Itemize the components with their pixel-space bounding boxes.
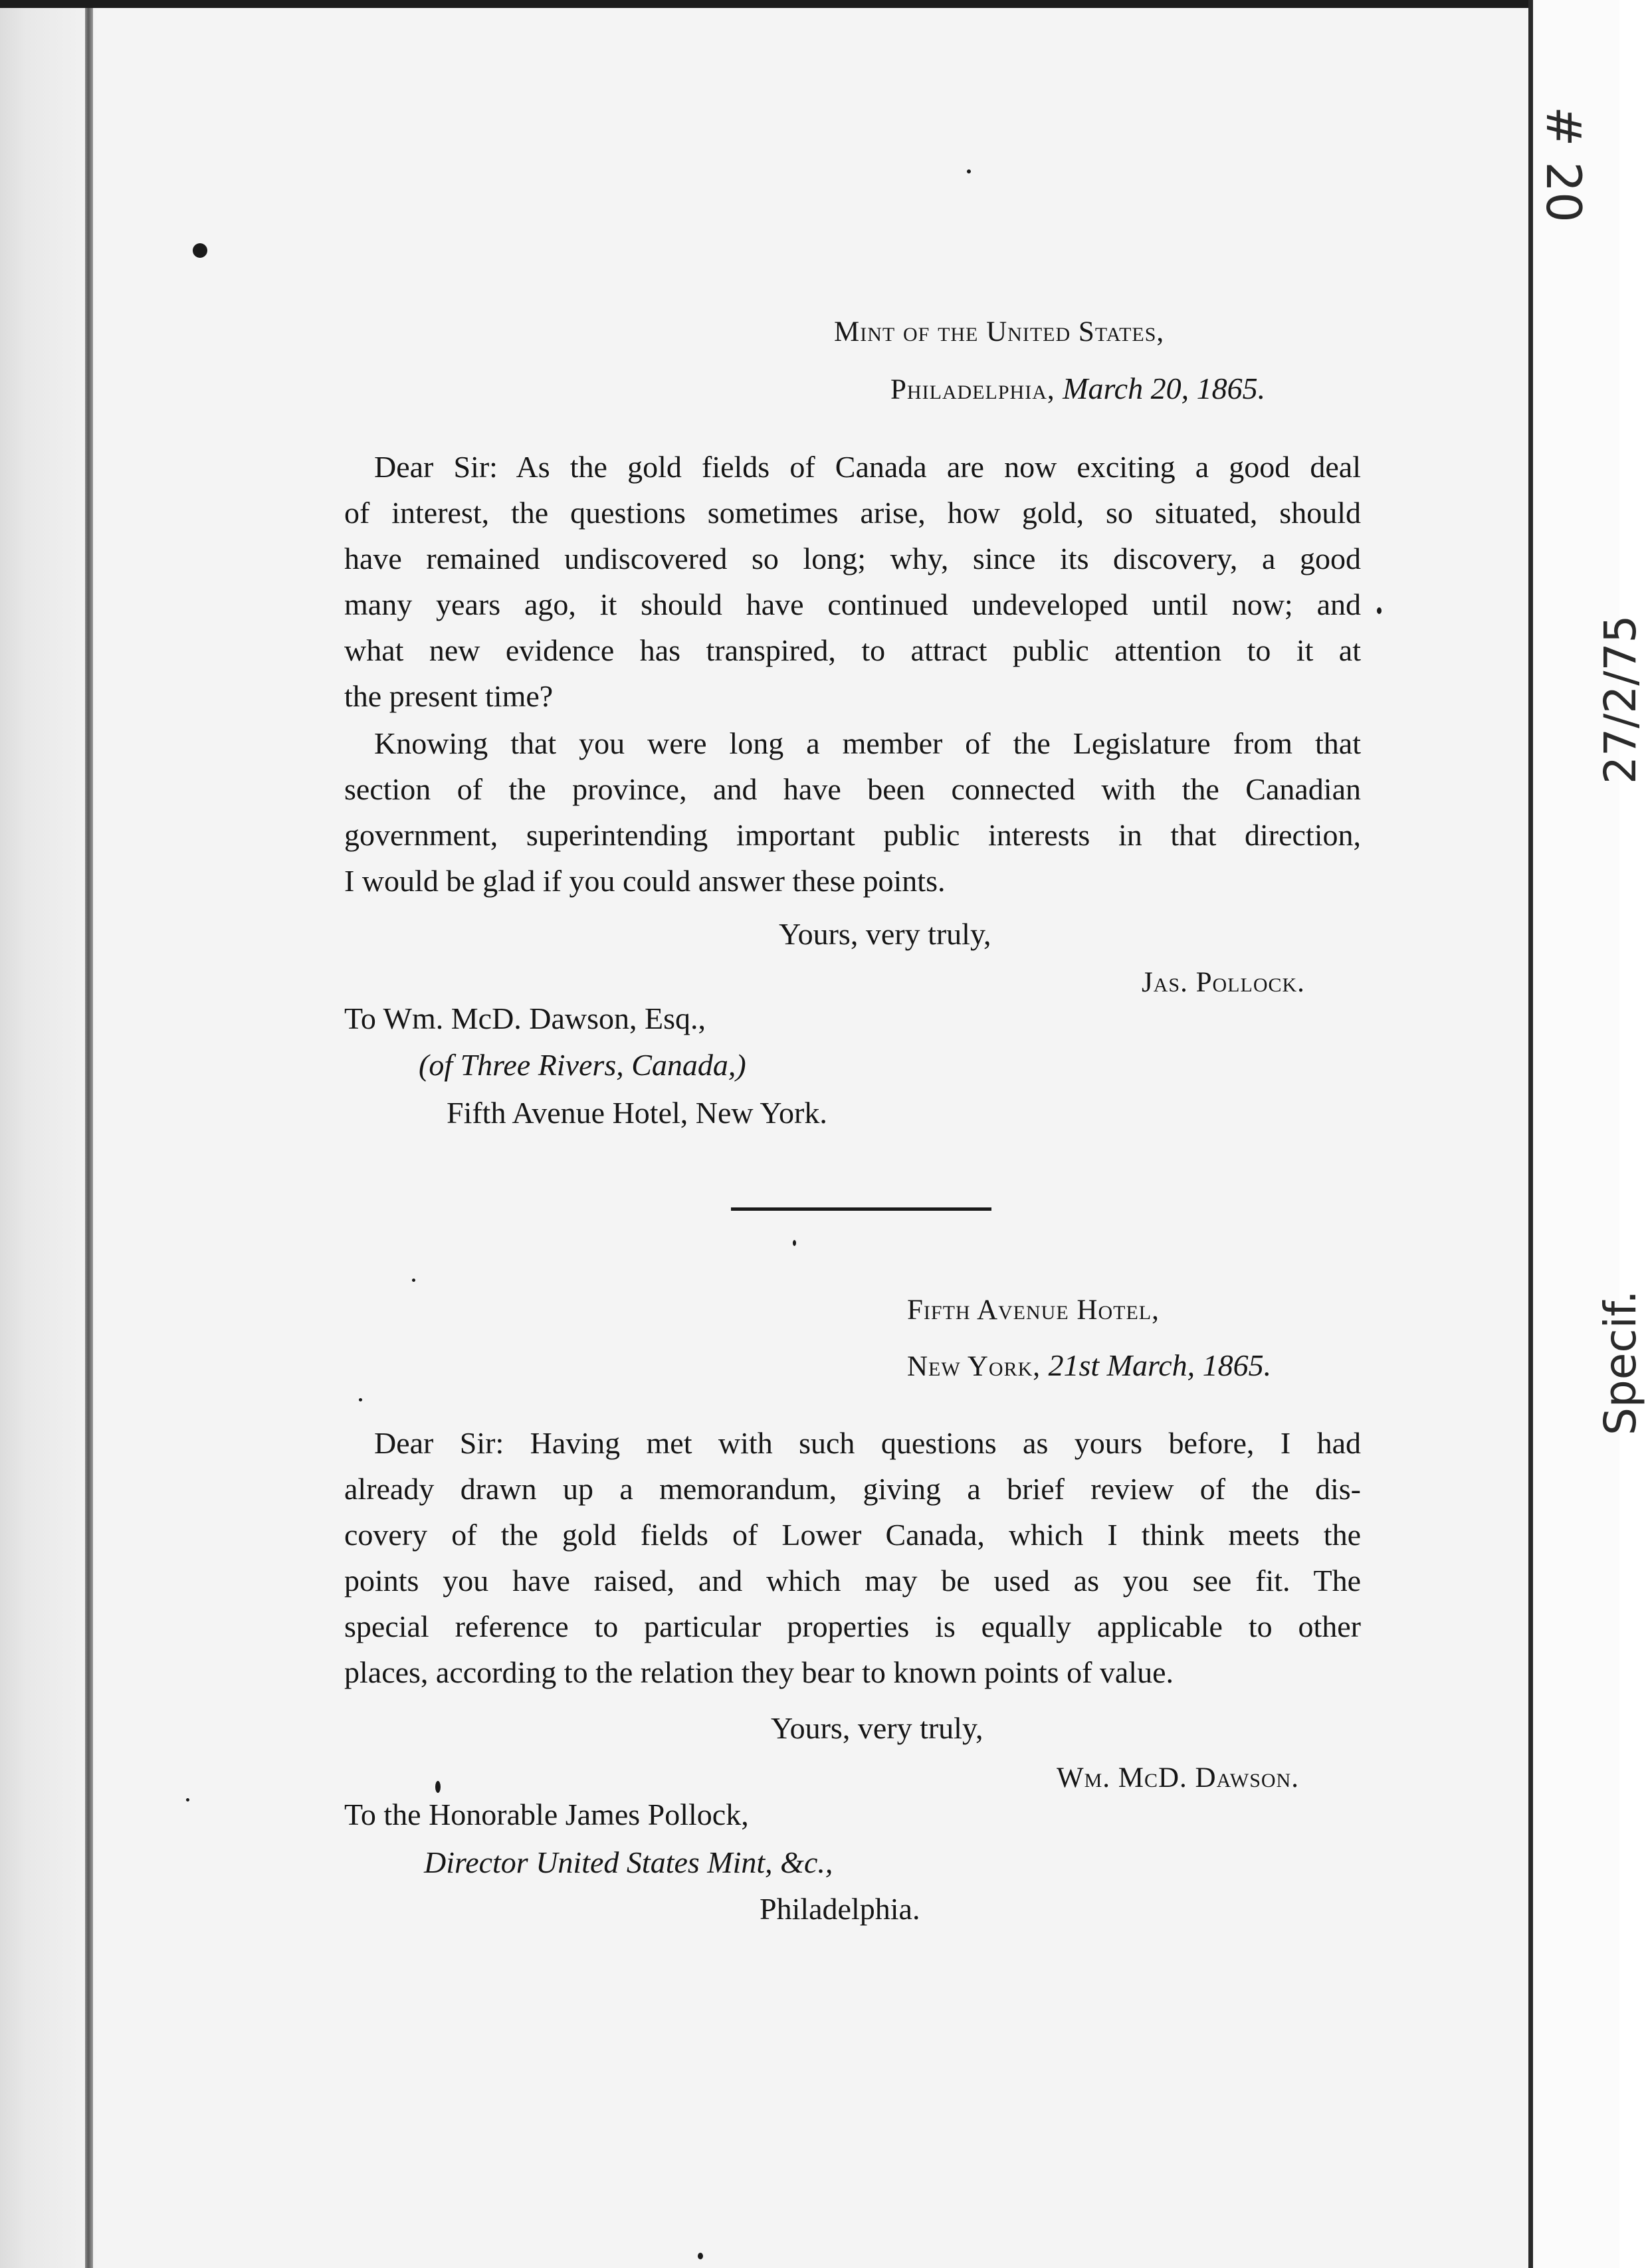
- ink-dot: [435, 1781, 441, 1793]
- ink-dot: [967, 169, 971, 173]
- ink-dot: [793, 1240, 796, 1246]
- letter2-place: Fifth Avenue Hotel,: [907, 1294, 1160, 1326]
- letter1-line: many years ago, it should have continued undeveloped until now; and: [344, 587, 1361, 621]
- letter2-addressee-location: Philadelphia.: [760, 1892, 920, 1926]
- ink-dot: [698, 2253, 703, 2259]
- letter2-line: places, according to the relation they bear to known points of value.: [344, 1655, 1174, 1689]
- letter2-dateline: [907, 1350, 1271, 1381]
- letter2-closing: Yours, very truly,: [771, 1711, 983, 1745]
- margin-note-word: Specif.: [1595, 1290, 1646, 1435]
- letter2-addressee: To the Honorable James Pollock,: [344, 1798, 749, 1831]
- letter1-line: the present time?: [344, 679, 554, 713]
- letter1-date: March 20, 1865.: [1063, 371, 1266, 405]
- letter2-date: 21st March, 1865.: [1048, 1348, 1272, 1382]
- letter1-signature: Jas. Pollock.: [1142, 967, 1305, 998]
- binding-edge: [85, 0, 93, 2268]
- letter1-line: section of the province, and have been connected with the Canadian: [344, 772, 1361, 806]
- letter2-line: covery of the gold fields of Lower Canada, which I think meets the: [344, 1518, 1361, 1552]
- letter1-dateline: [890, 373, 1265, 404]
- letter1-line: I would be glad if you could answer these points.: [344, 864, 946, 898]
- letter2-line: Dear Sir: Having met with such questions as yours before, I had: [374, 1426, 1361, 1460]
- letter1-line: Dear Sir: As the gold fields of Canada are now exciting a good deal: [374, 450, 1361, 484]
- ink-dot: [186, 1798, 189, 1802]
- letter1-addressee-location: Fifth Avenue Hotel, New York.: [447, 1096, 827, 1130]
- ink-dot: [193, 243, 207, 258]
- letter1-place: Philadelphia,: [890, 374, 1055, 405]
- letter1-closing: Yours, very truly,: [779, 917, 991, 951]
- top-border: [0, 0, 1619, 8]
- margin-note-number: # 20: [1536, 106, 1592, 223]
- letter2-signature: Wm. McD. Dawson.: [1057, 1762, 1299, 1794]
- letter2-addressee-title: Director United States Mint, &c.,: [424, 1845, 833, 1879]
- letter1-line: have remained undiscovered so long; why, since its discovery, a good: [344, 542, 1361, 575]
- section-divider: [731, 1207, 991, 1211]
- letter1-line: of interest, the questions sometimes arise, how gold, so situated, should: [344, 496, 1361, 530]
- letter1-addressee: To Wm. McD. Dawson, Esq.,: [344, 1001, 706, 1035]
- margin-note-date: 27/2/75: [1595, 615, 1646, 784]
- letter2-line: special reference to particular properties is equally applicable to other: [344, 1609, 1361, 1643]
- letter1-addressee-detail: (of Three Rivers, Canada,): [419, 1048, 746, 1082]
- ink-dot: [359, 1398, 362, 1401]
- ink-dot: [1377, 607, 1382, 614]
- letter1-line: government, superintending important public interests in that direction,: [344, 818, 1361, 852]
- letter1-line: what new evidence has transpired, to attract public attention to it at: [344, 633, 1361, 667]
- ink-dot: [412, 1279, 415, 1282]
- letter1-line: Knowing that you were long a member of the Legislature from that: [374, 726, 1361, 760]
- letter1-institution: Mint of the United States,: [834, 316, 1165, 348]
- letter2-city: New York,: [907, 1351, 1041, 1382]
- right-margin-strip: [1532, 0, 1619, 2268]
- page-right-edge: [1528, 0, 1533, 2268]
- letter2-line: already drawn up a memorandum, giving a brief review of the dis-: [344, 1472, 1361, 1506]
- letter2-line: points you have raised, and which may be used as you see fit. The: [344, 1564, 1361, 1598]
